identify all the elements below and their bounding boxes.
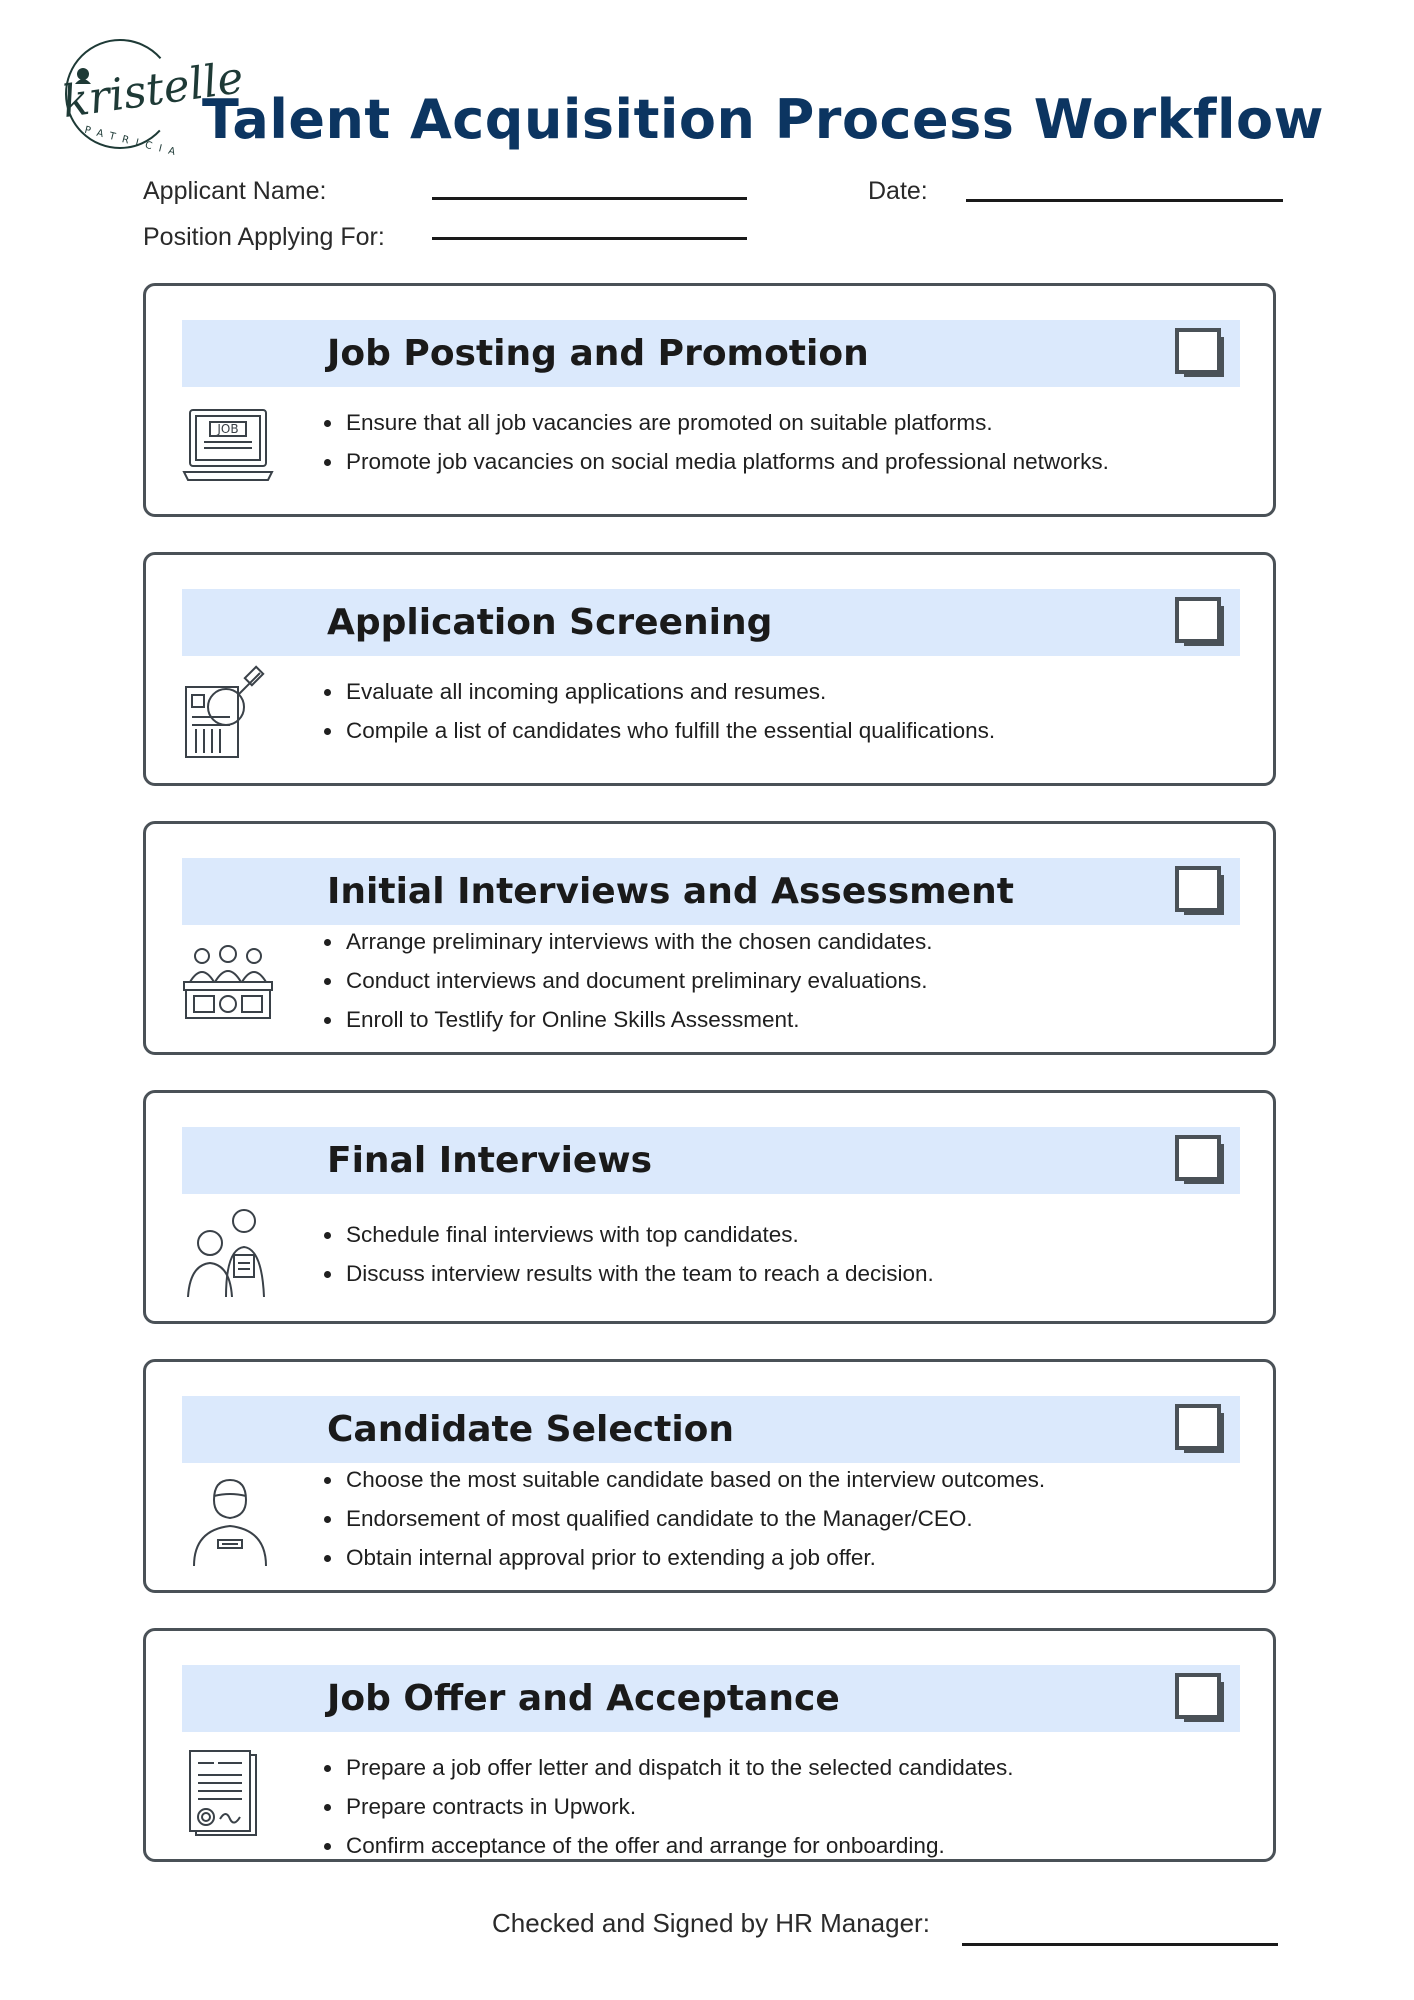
step-header — [182, 1127, 1240, 1194]
step-bullets — [322, 672, 995, 750]
step-card-job-offer — [143, 1628, 1276, 1862]
date-label: Date: — [868, 177, 928, 205]
signature-field[interactable] — [962, 1943, 1278, 1946]
bullet-item: Conduct interviews and document preliminary evaluations. — [322, 961, 933, 1000]
bullet-item: Obtain internal approval prior to extending a job offer. — [322, 1538, 1045, 1577]
step-title: Job Posting and Promotion — [327, 333, 869, 374]
step-bullets — [322, 1460, 1045, 1577]
brand-sub-text: PATRICIA — [83, 124, 184, 160]
final-interview-icon — [180, 1205, 276, 1301]
job-laptop-icon — [180, 402, 276, 498]
job-icon-text: JOB — [217, 422, 239, 436]
step-title: Initial Interviews and Assessment — [327, 871, 1014, 912]
step-bullets — [322, 922, 933, 1039]
checkbox-icon[interactable] — [1174, 1403, 1226, 1455]
step-title: Application Screening — [327, 602, 773, 643]
date-field[interactable] — [966, 199, 1283, 202]
step-bullets — [322, 403, 1109, 481]
checkbox-icon[interactable] — [1174, 1134, 1226, 1186]
page-title: Talent Acquisition Process Workflow — [202, 88, 1325, 151]
resume-magnifier-icon — [180, 667, 276, 763]
step-card-initial-interviews — [143, 821, 1276, 1055]
step-header — [182, 1396, 1240, 1463]
bullet-item: Promote job vacancies on social media platforms and professional networks. — [322, 442, 1109, 481]
bullet-item: Prepare contracts in Upwork. — [322, 1787, 1014, 1826]
candidate-icon — [180, 1474, 276, 1570]
checkbox-icon[interactable] — [1174, 865, 1226, 917]
bullet-item: Endorsement of most qualified candidate to the Manager/CEO. — [322, 1499, 1045, 1538]
brand-logo — [55, 32, 247, 160]
step-header — [182, 320, 1240, 387]
position-field[interactable] — [432, 237, 747, 240]
applicant-name-label: Applicant Name: — [143, 177, 327, 205]
step-bullets — [322, 1748, 1014, 1865]
checkbox-icon[interactable] — [1174, 1672, 1226, 1724]
step-card-application-screening — [143, 552, 1276, 786]
interview-panel-icon — [180, 942, 276, 1038]
signature-label: Checked and Signed by HR Manager: — [492, 1908, 930, 1938]
step-header — [182, 1665, 1240, 1732]
step-title: Final Interviews — [327, 1140, 653, 1181]
step-title: Candidate Selection — [327, 1409, 735, 1450]
step-bullets — [322, 1215, 934, 1293]
step-header — [182, 589, 1240, 656]
checkbox-icon[interactable] — [1174, 327, 1226, 379]
step-card-final-interviews — [143, 1090, 1276, 1324]
applicant-name-field[interactable] — [432, 197, 747, 200]
contract-icon — [180, 1747, 276, 1843]
bullet-item: Arrange preliminary interviews with the chosen candidates. — [322, 922, 933, 961]
checkbox-icon[interactable] — [1174, 596, 1226, 648]
brand-script-text: kristelle — [59, 52, 247, 129]
step-title: Job Offer and Acceptance — [327, 1678, 840, 1719]
step-card-candidate-selection — [143, 1359, 1276, 1593]
bullet-item: Prepare a job offer letter and dispatch it to the selected candidates. — [322, 1748, 1014, 1787]
bullet-item: Schedule final interviews with top candidates. — [322, 1215, 934, 1254]
bullet-item: Evaluate all incoming applications and resumes. — [322, 672, 995, 711]
bullet-item: Discuss interview results with the team to reach a decision. — [322, 1254, 934, 1293]
bullet-item: Confirm acceptance of the offer and arrange for onboarding. — [322, 1826, 1014, 1865]
step-card-job-posting — [143, 283, 1276, 517]
bullet-item: Enroll to Testlify for Online Skills Assessment. — [322, 1000, 933, 1039]
step-header — [182, 858, 1240, 925]
bullet-item: Compile a list of candidates who fulfill the essential qualifications. — [322, 711, 995, 750]
bullet-item: Ensure that all job vacancies are promoted on suitable platforms. — [322, 403, 1109, 442]
bullet-item: Choose the most suitable candidate based on the interview outcomes. — [322, 1460, 1045, 1499]
position-label: Position Applying For: — [143, 223, 385, 251]
